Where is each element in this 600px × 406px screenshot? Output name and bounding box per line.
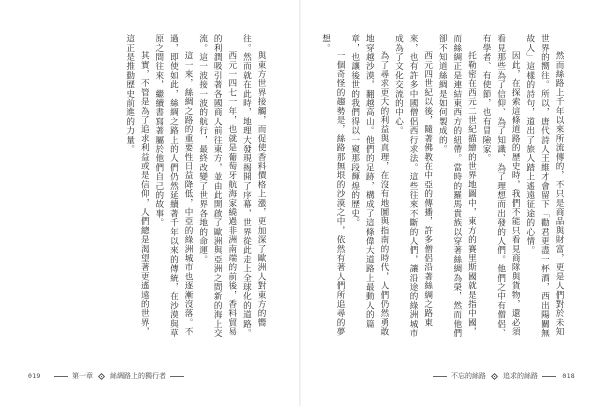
left-footer xyxy=(28,370,278,382)
left-chapter-label: 第一章 xyxy=(72,372,93,380)
divider xyxy=(170,376,184,377)
left-body-text xyxy=(38,34,268,339)
right-running-head xyxy=(433,370,556,382)
left-page xyxy=(0,0,299,406)
right-paragraph: 西元四世紀以後，隨著佛教在中亞的傳播，許多僧侶沿著絲綢之路東來，也有許多中國僧侶西行求法。這些往來不斷的人們，讓沿途的綠洲城市成為了文化交流的中心。 xyxy=(393,34,433,338)
diamond-ornament-icon xyxy=(490,372,499,381)
right-paragraph: 為了尋求更大的利益與真理，在沒有地圖與指南的時代，人們仍然勇敢地穿越沙漠，翻越高山。他們的足跡，構成了這條偉大道路上最動人的篇章，也讓後世的我們得以一窺那段輝煌的歷史。 xyxy=(349,34,389,337)
left-paragraph: 與東方世界接觸，而促使香料價格上漲，更加深了歐洲人對東方的嚮往。然而就在此時，地理大發現揭開了序幕，世界從此走上全球化的道路。 xyxy=(241,34,266,338)
right-paragraph: 然而絲路上千年以來所流傳的，不只是商品與財富，更是人們對於未知世界的嚮往。所以，唐代詩人王維才會留下「勸君更盡一杯酒，西出陽關無故人」這樣的詩句，道出了旅人踏上遙遠征途的心情。 xyxy=(524,34,564,338)
right-body-text xyxy=(320,34,566,339)
right-footer xyxy=(325,370,575,382)
left-paragraph: 西元一四七一年，也就是葡萄牙航海家繞過非洲南端的前後，香料貿易的利潤吸引著各國商人前往東方，並由此開啟了歐洲與亞洲之間新的海上交流。這一波接一波的航行，最終改變了世界各地的命運。 xyxy=(197,34,237,338)
left-paragraph: 這一來，絲綢之路的重要性日益降低，中亞的綠洲城市也逐漸沒落。不過，即使如此，絲綢之路上的人們仍然延續著千年以來的傳統，在沙漠與草原之間往來，繼續書寫著屬於他們自己的故事。 xyxy=(153,34,194,338)
divider xyxy=(54,376,68,377)
left-running-head xyxy=(54,370,184,382)
right-chapter-title: 追求的絲路 xyxy=(503,372,538,380)
left-page-number: 019 xyxy=(28,372,41,380)
right-chapter-label: 不忘的絲路 xyxy=(451,372,486,380)
divider xyxy=(433,376,447,377)
right-paragraph: 一個奇怪的趨勢是，絲路那無垠的沙漠之中，依然有著人們所追尋的夢想。 xyxy=(320,34,346,337)
right-page xyxy=(301,0,600,406)
right-page-number: 018 xyxy=(562,372,575,380)
right-paragraph: 托勒密在西元二世紀描繪的世界地圖中，東方的賽里斯國就是指中國，而絲綢正是連結東西方的紐帶。當時的羅馬貴族以穿著絲綢為榮，然而他們卻不知道絲綢是如何製成的。 xyxy=(437,34,477,338)
left-chapter-title: 絲綢路上的獨行者 xyxy=(110,372,166,380)
left-paragraph: 其實，不管是為了追求利益或是信仰，人們總是渴望著更遙遠的世界，這正是推動歷史前進的力量。 xyxy=(124,34,150,337)
diamond-ornament-icon xyxy=(97,372,106,381)
right-paragraph: 因此，在探索這條道路的歷史時，我們不能只看見商隊與貨物，還必須看見那些為了信仰、為了知識、為了理想而出發的人們。他們之中有僧侶、有學者、有使節，也有冒險家。 xyxy=(481,34,521,338)
divider xyxy=(542,376,556,377)
